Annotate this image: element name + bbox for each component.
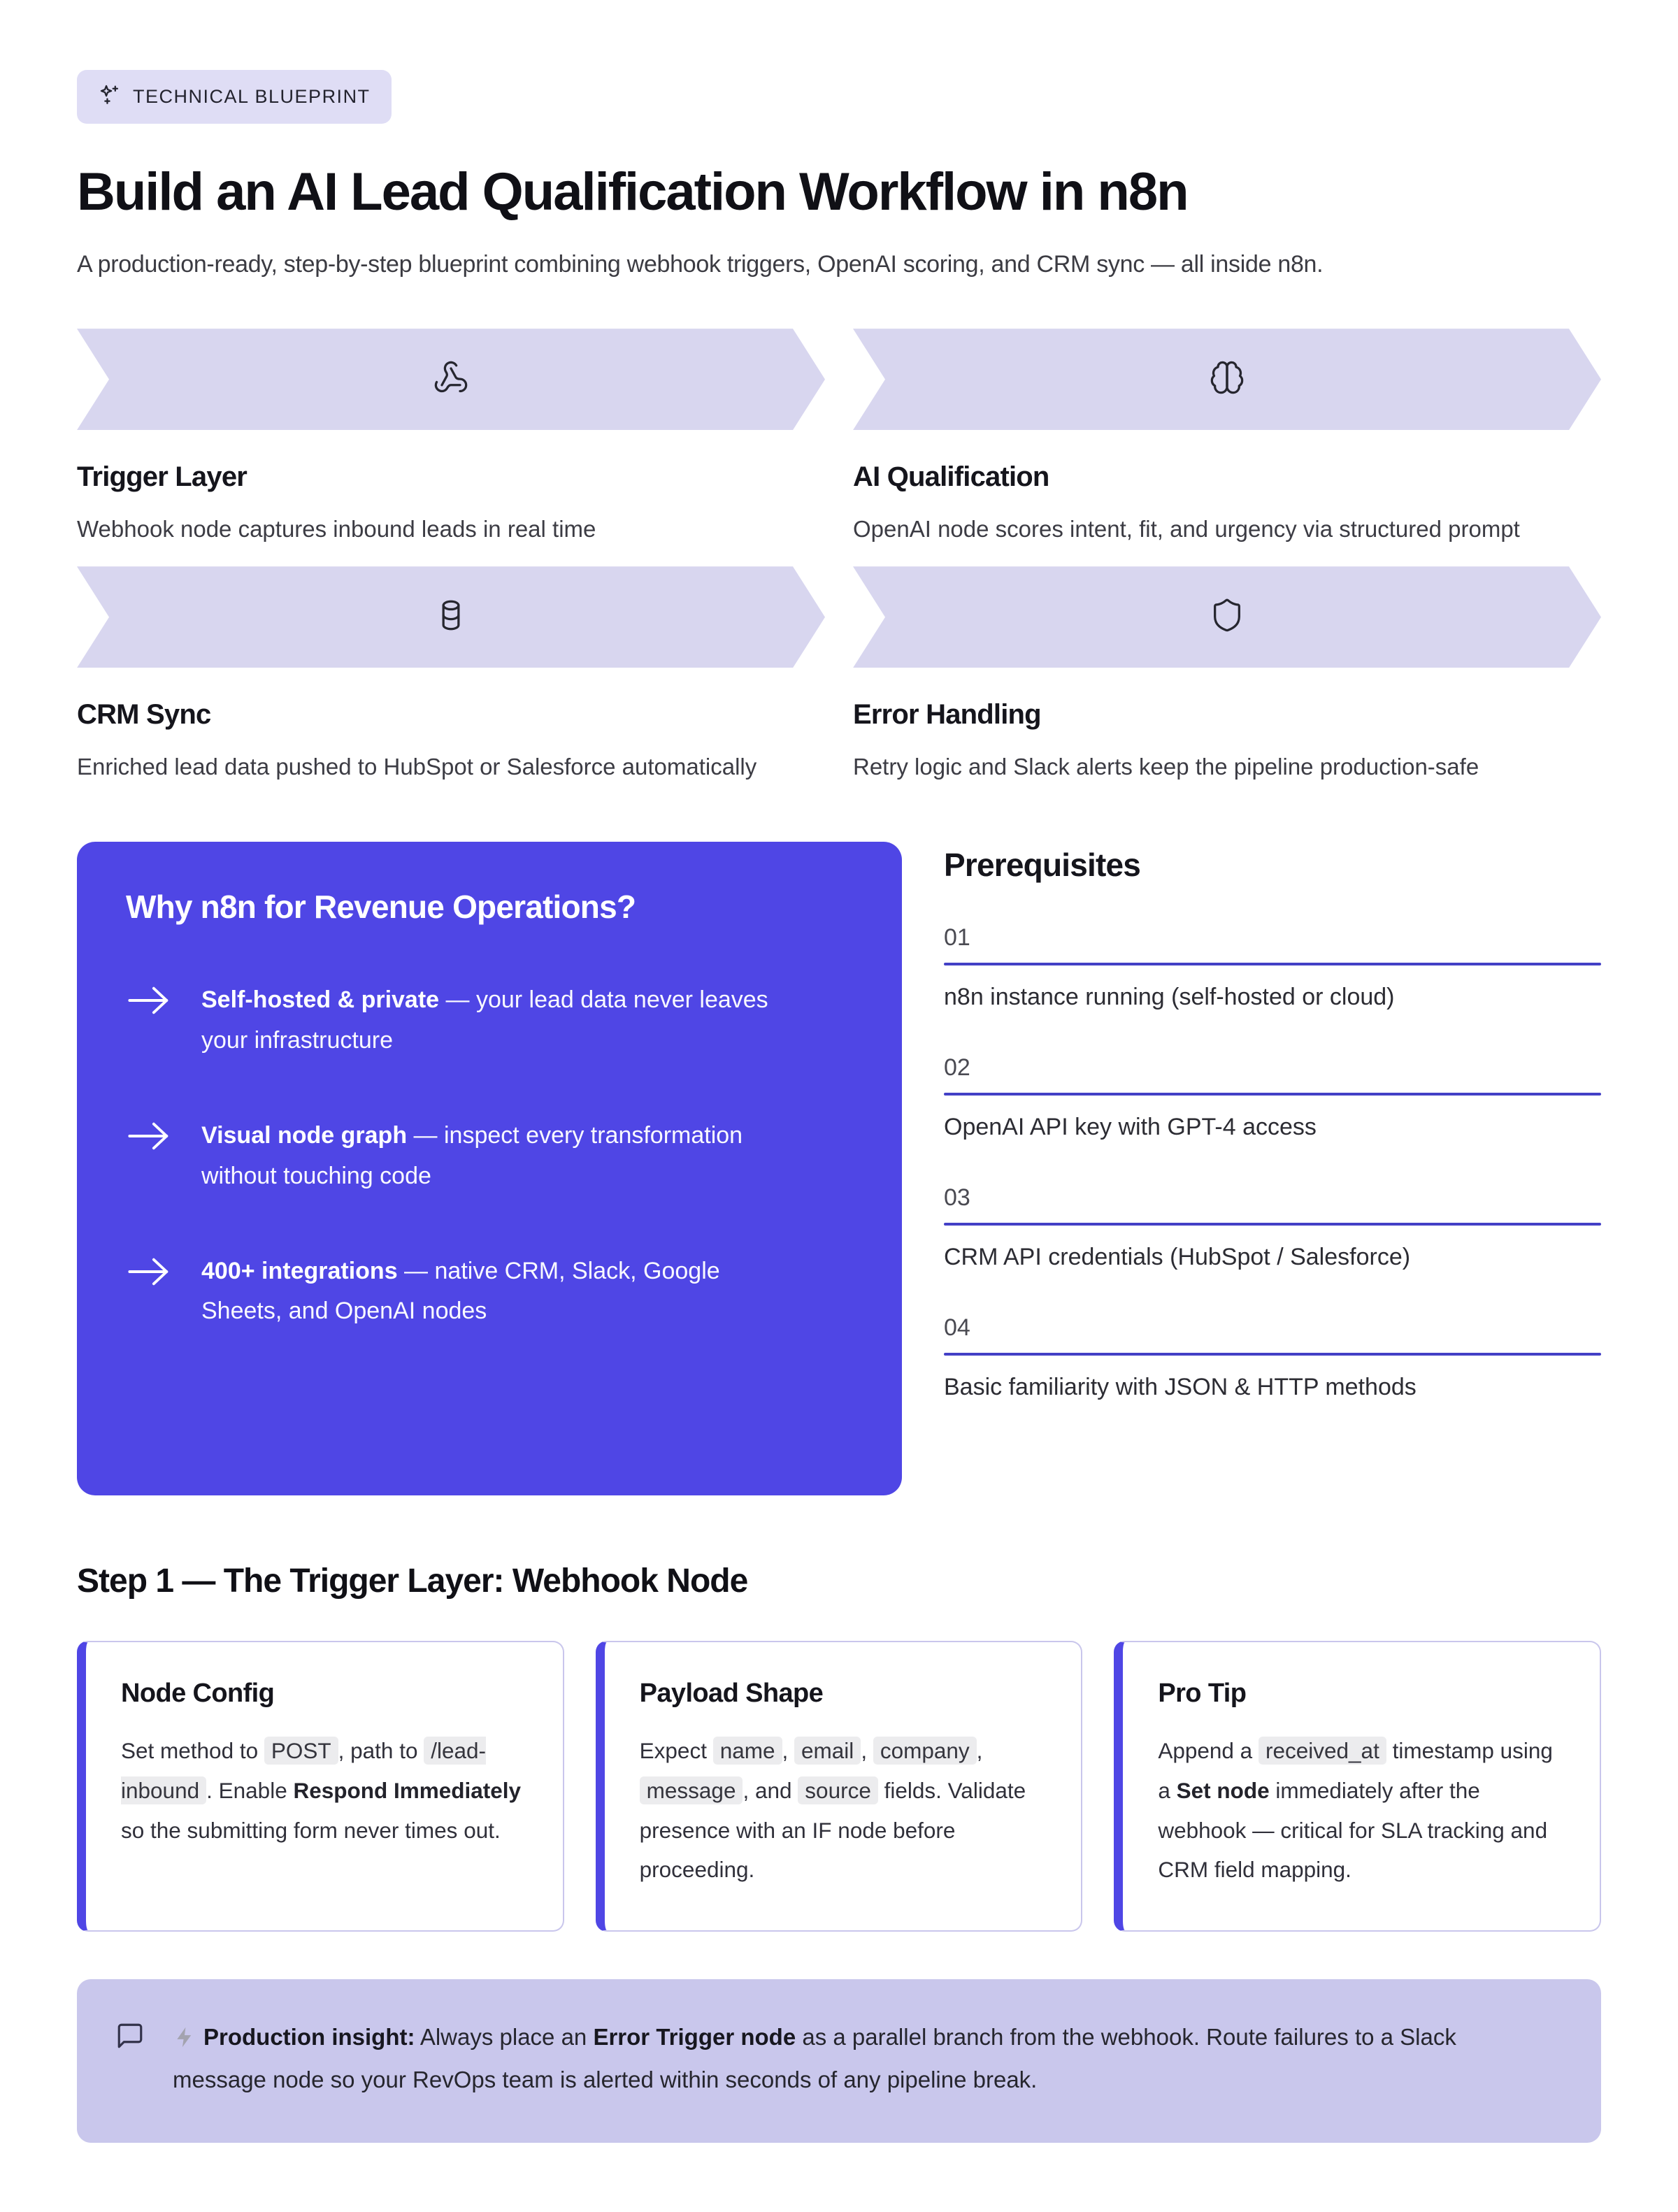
prerequisite-divider [944,1093,1601,1096]
stage-title: Error Handling [853,699,1041,731]
prerequisites-section [944,842,1601,1444]
prerequisite-text: CRM API credentials (HubSpot / Salesforce) [944,1244,1411,1271]
stage-banner [853,329,1601,430]
bullet-text: 400+ integrations — native CRM, Slack, Google Sheets, and OpenAI nodes [201,1257,720,1325]
step-card [77,1641,564,1932]
stage-title: AI Qualification [853,461,1049,493]
message-square-icon [115,2021,145,2054]
prerequisite-text: n8n instance running (self-hosted or cloud) [944,984,1395,1011]
why-card-bullet [126,1251,853,1333]
sparkles-icon [98,82,122,111]
workflow-stage [77,329,825,547]
step-card [596,1641,1083,1932]
prerequisite-item [944,924,1601,1011]
prerequisite-number: 02 [944,1054,970,1082]
why-card-bullet [126,1116,853,1197]
step-card-title: Node Config [121,1679,275,1709]
why-card-bullet [126,980,853,1061]
stage-banner [77,329,825,430]
brain-icon [1209,359,1245,399]
why-card-bullets [126,980,853,1332]
why-n8n-card [77,842,902,1495]
webhook-icon [433,359,469,399]
page-title: Build an AI Lead Qualification Workflow in n8n [77,162,1188,222]
technical-blueprint-badge [77,70,392,124]
step-card-title: Pro Tip [1158,1679,1247,1709]
prerequisite-item [944,1184,1601,1271]
inline-code: source [798,1776,878,1804]
prerequisite-number: 01 [944,924,970,951]
bullet-text: Visual node graph — inspect every transformation without touching code [201,1121,743,1189]
inline-code: email [794,1737,861,1765]
stage-title: Trigger Layer [77,461,248,493]
step1-cards [77,1641,1601,1932]
inline-code: /lead-inbound [121,1738,487,1804]
arrow-right-icon [126,1116,172,1156]
workflow-stages [77,329,1601,784]
production-insight-callout [77,1979,1601,2143]
stage-banner [77,566,825,668]
arrow-right-icon [126,980,172,1020]
workflow-stage [853,566,1601,784]
inline-code: POST [264,1737,338,1765]
badge-label: TECHNICAL BLUEPRINT [133,86,371,107]
page-subtitle: A production-ready, step-by-step blueprint combining webhook triggers, OpenAI scoring, and CRM sync — all inside n8n. [77,251,1324,278]
stage-description: Retry logic and Slack alerts keep the pipeline production-safe [853,754,1479,780]
callout-text: Production insight: Always place an Error Trigger node as a parallel branch from the webhook. Route failures to a Slack message node so your RevOps team is alerted within seconds of any pipeline break. [173,2024,1456,2093]
stage-description: OpenAI node scores intent, fit, and urgency via structured prompt [853,516,1520,543]
inline-code: name [713,1737,782,1765]
inline-code: company [873,1737,977,1765]
stage-description: Webhook node captures inbound leads in real time [77,516,596,543]
prerequisite-text: OpenAI API key with GPT-4 access [944,1114,1317,1141]
stage-description: Enriched lead data pushed to HubSpot or Salesforce automatically [77,754,757,780]
prerequisite-divider [944,1353,1601,1356]
step-card-body: Expect name , email , company , message , and source fields. Validate presence with an IF node before proceeding. [639,1738,1026,1883]
step1-heading: Step 1 — The Trigger Layer: Webhook Node [77,1563,748,1600]
prerequisites-title: Prerequisites [944,847,1141,884]
prerequisite-number: 03 [944,1184,970,1212]
database-icon [433,597,469,637]
middle-section [77,842,1601,1495]
step-card-title: Payload Shape [639,1679,824,1709]
prerequisite-divider [944,963,1601,965]
prerequisite-divider [944,1223,1601,1226]
inline-code: received_at [1258,1737,1386,1765]
arrow-right-icon [126,1251,172,1291]
step-card [1114,1641,1601,1932]
workflow-stage [77,566,825,784]
why-card-title: Why n8n for Revenue Operations? [126,889,636,926]
prerequisite-number: 04 [944,1314,970,1342]
step-card-body: Set method to POST , path to /lead-inbound . Enable Respond Immediately so the submitting form never times out. [121,1738,522,1843]
prerequisite-text: Basic familiarity with JSON & HTTP methods [944,1374,1417,1401]
bullet-text: Self-hosted & private — your lead data never leaves your infrastructure [201,986,768,1054]
step-card-body: Append a received_at timestamp using a Set node immediately after the webhook — critical for SLA tracking and CRM field mapping. [1158,1738,1553,1883]
workflow-stage [853,329,1601,547]
prerequisites-list [944,924,1601,1401]
prerequisite-item [944,1314,1601,1401]
prerequisite-item [944,1054,1601,1141]
stage-banner [853,566,1601,668]
inline-code: message [640,1776,743,1804]
stage-title: CRM Sync [77,699,211,731]
lightning-icon [173,2024,203,2050]
shield-icon [1209,597,1245,637]
